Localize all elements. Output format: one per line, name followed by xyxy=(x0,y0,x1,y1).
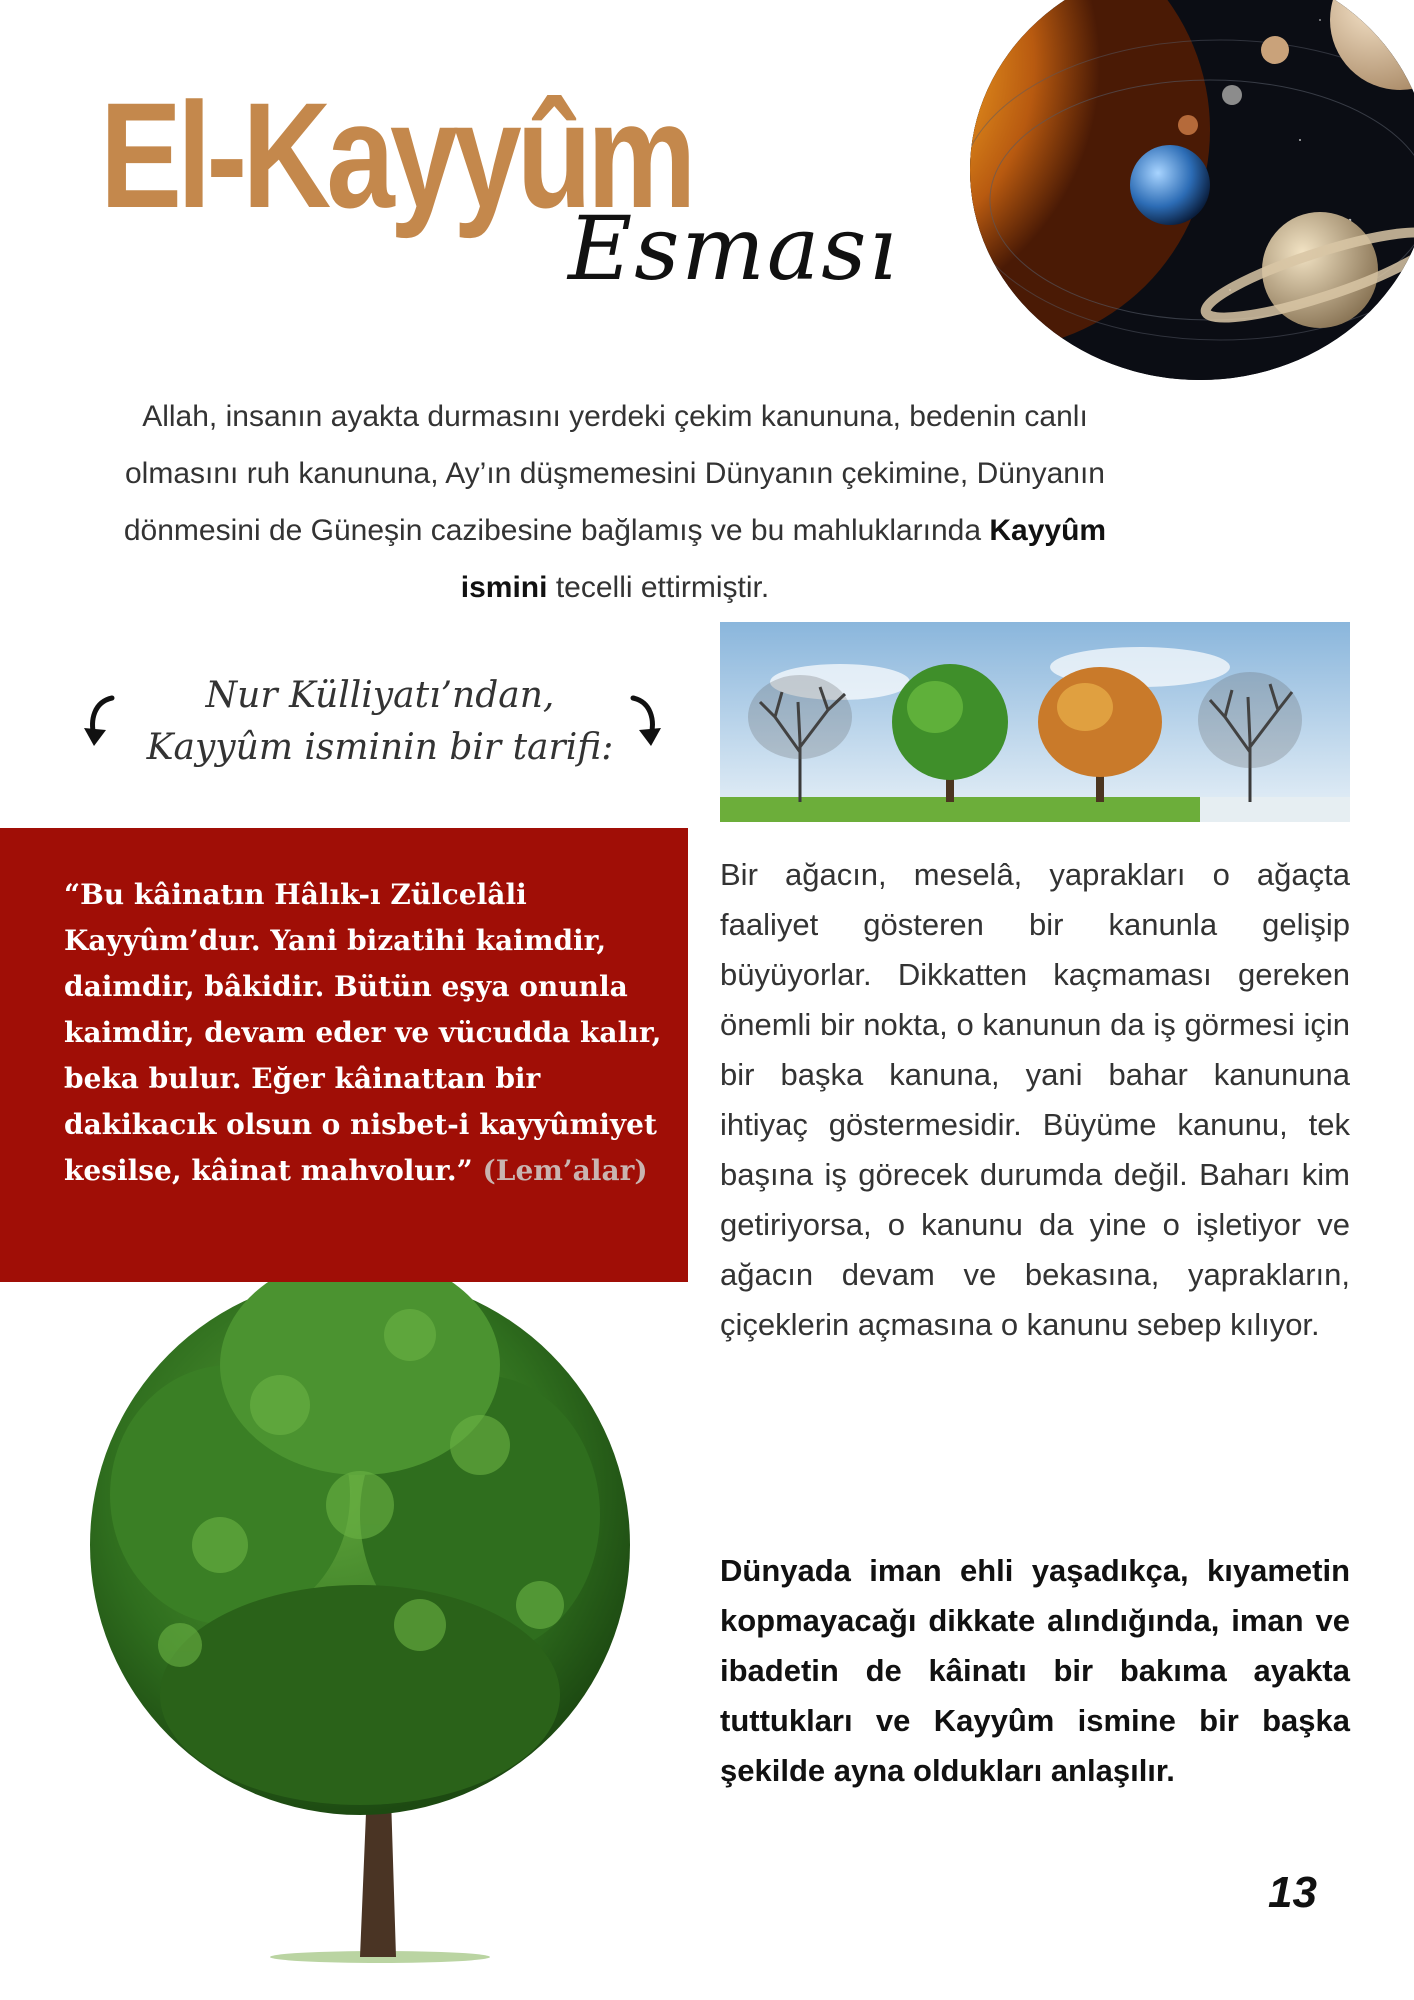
definition-heading-line1: Nur Külliyatı’ndan, xyxy=(205,675,555,716)
quote-source: (Lem’alar) xyxy=(482,1154,648,1187)
curved-arrow-right-icon xyxy=(625,692,665,752)
quote-body: “Bu kâinatın Hâlık-ı Zülcelâli Kayyûm’dur. Yani bizatihi kaimdir, daimdir, bâkidir. Bütün eşya onunla kaimdir, devam eder ve vücudda kalır, beka bulur. Eğer kâinattan bir dakikacık olsun o nisbet-i kayyûmiyet kesilse, kâinat mahvolur.” xyxy=(64,878,662,1187)
quote-text xyxy=(64,872,674,1194)
body-bold-paragraph: Dünyada iman ehli yaşadıkça, kıyametin kopmayacağı dikkate alındığında, iman ve ibadetin de kâinatı bir bakıma ayakta tuttukları ve Kayyûm ismine bir başka şekilde ayna oldukları anlaşılır. xyxy=(720,1553,1350,1788)
intro-text-bold: Kayyûm ismini xyxy=(460,514,1107,604)
intro-paragraph xyxy=(105,388,1125,616)
page-number: 13 xyxy=(1268,1868,1317,1917)
definition-heading-line2: Kayyûm isminin bir tarifi: xyxy=(146,727,614,768)
curved-arrow-left-icon xyxy=(80,692,120,752)
intro-text-before: Allah, insanın ayakta durmasını yerdeki çekim kanununa, bedenin canlı olmasını ruh kanununa, Ay’ın düşmemesini Dünyanın çekimine, Dünyanın dönmesini de Güneşin cazibesine bağlamış ve bu mahluklarında xyxy=(123,400,1105,547)
four-seasons-trees-image xyxy=(720,622,1350,822)
definition-heading-text xyxy=(130,670,630,774)
body-paragraph: Bir ağacın, meselâ, yaprakları o ağaçta faaliyet gösteren bir kanunla gelişip büyüyorlar. Dikkatten kaçmaması gereken önemli bir nokta, o kanunun da iş görmesi için bir başka kanuna, yani bahar kanununa ihtiyaç göstermesidir. Büyüme kanunu, tek başına iş görecek durumda değil. Baharı kim getiriyorsa, o kanunu da yine o işletiyor ve ağacın devam ve bekasına, yaprakların, çiçeklerin açmasına o kanunu sebep kılıyor. xyxy=(720,857,1350,1342)
quote-box xyxy=(0,828,688,1282)
tree-image xyxy=(60,1245,680,1965)
solar-system-image xyxy=(970,0,1414,380)
page-subtitle: Esması xyxy=(568,197,899,300)
page-title: El-Kayyûm xyxy=(100,71,692,239)
definition-heading xyxy=(70,670,690,780)
intro-text-after: tecelli ettirmiştir. xyxy=(547,571,770,604)
